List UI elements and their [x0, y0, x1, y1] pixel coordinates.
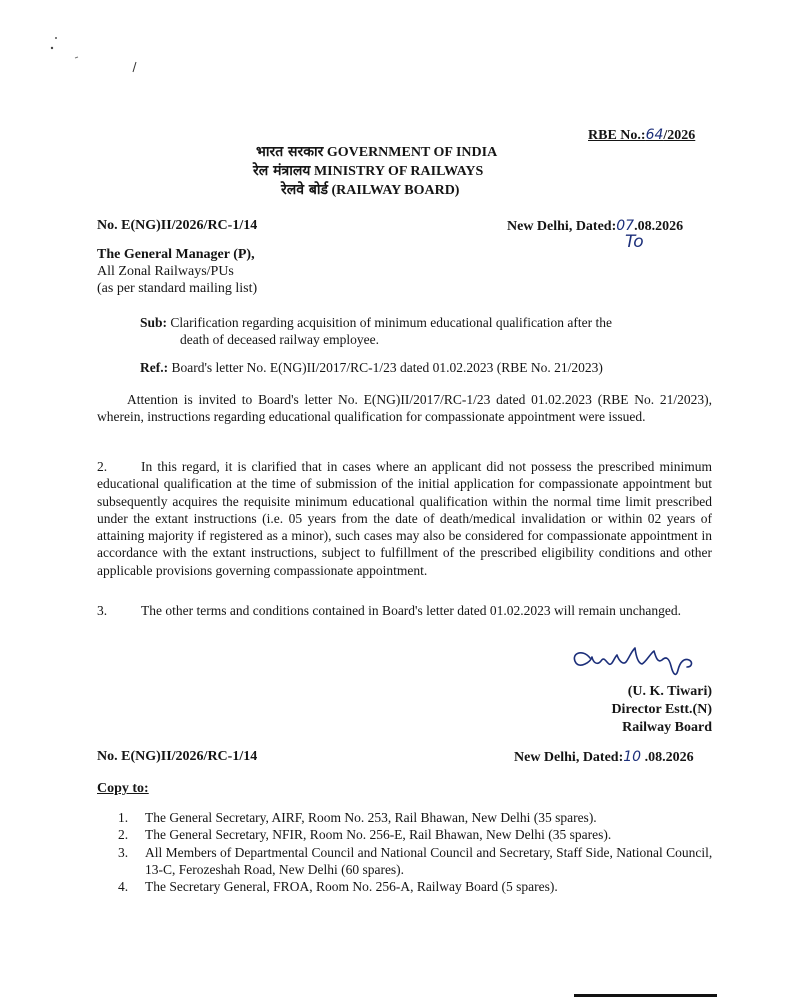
signatory-designation: Director Estt.(N) — [611, 702, 712, 717]
reference — [140, 360, 603, 376]
signatory-name: (U. K. Tiwari) — [627, 684, 712, 699]
bottom-edge-line — [574, 994, 717, 997]
subject — [140, 314, 715, 348]
signature — [568, 636, 718, 680]
paragraph-1: Attention is invited to Board's letter No. E(NG)II/2017/RC-1/23 dated 01.02.2023 (RBE No. 21/2023), wherein, instructions regarding educational qualification for compassionate appointment were issued. — [97, 392, 712, 425]
letterhead-line-3-english: (RAILWAY BOARD) — [331, 183, 460, 198]
rbe-prefix: RBE No.: — [588, 128, 646, 143]
copy-reference-number: No. E(NG)II/2026/RC-1/14 — [97, 749, 258, 764]
list-item — [118, 844, 718, 879]
paragraph-3-number: 3. — [97, 603, 108, 618]
handwritten-to-mark: To — [625, 232, 644, 252]
paragraph-2-number: 2. — [97, 459, 108, 474]
letterhead-line-2-hindi: रेल मंत्रालय — [253, 163, 311, 179]
list-item-text: The General Secretary, NFIR, Room No. 256-E, Rail Bhawan, New Delhi (35 spares). — [145, 827, 612, 843]
list-item-text: The Secretary General, FROA, Room No. 256-A, Railway Board (5 spares). — [145, 879, 558, 895]
copy-date-prefix: New Delhi, Dated: — [514, 750, 624, 765]
addressee-line-2: All Zonal Railways/PUs — [97, 264, 234, 279]
addressee-line-3: (as per standard mailing list) — [97, 281, 258, 296]
paragraph-3 — [97, 602, 712, 619]
list-item — [118, 809, 718, 826]
signatory-office: Railway Board — [622, 720, 712, 735]
rbe-number — [588, 127, 695, 144]
list-item-number: 4. — [118, 879, 129, 895]
copy-to-list — [118, 809, 718, 895]
reference-text: Board's letter No. E(NG)II/2017/RC-1/23 dated 01.02.2023 (RBE No. 21/2023) — [171, 360, 603, 375]
paragraph-2-text: In this regard, it is clarified that in cases where an applicant did not possess the prescribed minimum educational qualification at the time of submission of the initial application for compassionate appointment but subsequently acquires the requisite minimum educational qualification within the normal time limit prescribed under the extant instructions (i.e. 05 years from the date of death/medical invalidation or within 02 years of attaining majority if registered as a minor), such cases may also be considered for compassionate appointment in accordance with the extant instructions, subject to fulfillment of the prescribed eligibility conditions and other applicable provisions governing compassionate appointment. — [97, 459, 712, 578]
copy-date-day-handwritten: 10 — [623, 749, 642, 765]
letterhead-line-2-english: MINISTRY OF RAILWAYS — [313, 164, 484, 179]
rbe-number-handwritten: 64 — [645, 127, 664, 143]
signatory-block — [540, 683, 712, 737]
letterhead-line-1-english: GOVERNMENT OF INDIA — [326, 145, 498, 160]
letter-reference-number: No. E(NG)II/2026/RC-1/14 — [97, 218, 258, 233]
copy-date — [514, 749, 694, 766]
subject-line-2: death of deceased railway employee. — [180, 332, 380, 347]
letterhead-line-3 — [200, 181, 600, 200]
copy-date-suffix: .08.2026 — [641, 750, 694, 765]
list-item-number: 2. — [118, 827, 129, 843]
letter-date-suffix: .08.2026 — [634, 219, 684, 234]
letterhead-line-2 — [200, 162, 600, 181]
letter-date — [507, 218, 683, 235]
letterhead-line-3-hindi: रेलवे बोर्ड — [281, 182, 328, 198]
list-item — [118, 878, 718, 895]
list-item — [118, 826, 718, 843]
scan-specks — [40, 30, 160, 80]
reference-label: Ref.: — [140, 360, 169, 375]
letter-date-day-handwritten: 07 — [616, 218, 635, 234]
list-item-number: 3. — [118, 844, 129, 860]
rbe-suffix: /2026 — [663, 128, 696, 143]
addressee-block — [97, 246, 257, 297]
letterhead-line-1 — [200, 143, 600, 162]
list-item-number: 1. — [118, 810, 129, 825]
copy-to-label: Copy to: — [97, 781, 149, 796]
list-item-text: The General Secretary, AIRF, Room No. 253, Rail Bhawan, New Delhi (35 spares). — [145, 810, 597, 825]
paragraph-2 — [97, 458, 712, 579]
letterhead-line-1-hindi: भारत सरकार — [256, 144, 324, 160]
list-item-text: All Members of Departmental Council and National Council and Secretary, Staff Side, National Council, 13-C, Ferozeshah Road, New Delhi (60 spares). — [145, 844, 713, 877]
paragraph-3-text: The other terms and conditions contained in Board's letter dated 01.02.2023 will remain unchanged. — [141, 603, 682, 618]
letterhead — [200, 143, 600, 200]
addressee-line-1: The General Manager (P), — [97, 247, 255, 262]
subject-label: Sub: — [140, 315, 168, 330]
letter-date-prefix: New Delhi, Dated: — [507, 219, 617, 234]
subject-line-1: Clarification regarding acquisition of minimum educational qualification after the — [170, 315, 613, 330]
